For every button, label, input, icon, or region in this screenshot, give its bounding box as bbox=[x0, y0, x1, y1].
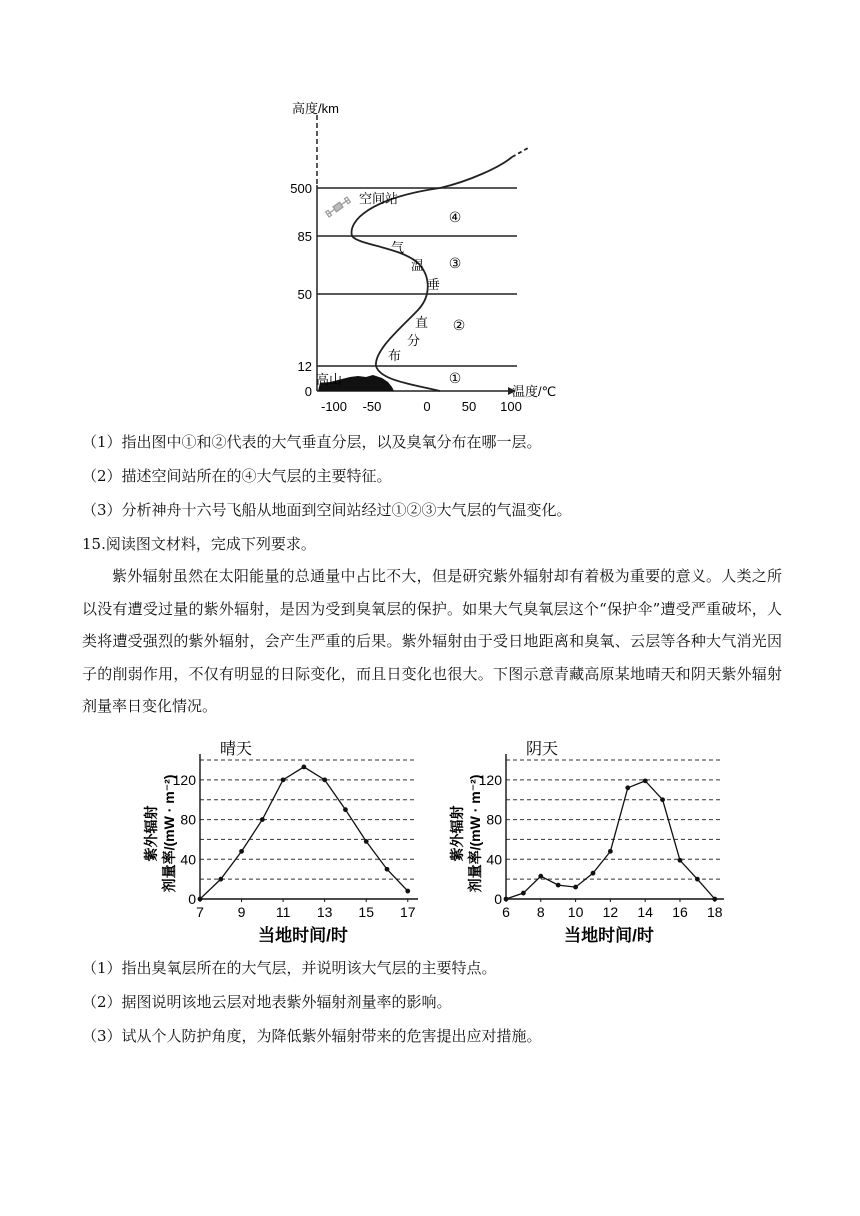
y-tick-label: 40 bbox=[486, 851, 502, 868]
height-axis-title: 高度/km bbox=[292, 101, 339, 116]
chart-title: 阴天 bbox=[526, 741, 559, 758]
data-point bbox=[556, 883, 561, 888]
temperature-axis-title: 温度/℃ bbox=[512, 384, 557, 399]
x-tick-label: 7 bbox=[196, 904, 204, 920]
layer-marker-4: ④ bbox=[448, 209, 462, 225]
x-tick-label: 18 bbox=[706, 904, 723, 920]
y-tick-label: 80 bbox=[180, 811, 196, 828]
curve-label-char: 分 bbox=[407, 333, 421, 348]
satellite-icon bbox=[326, 197, 351, 217]
cloudy-uv-chart bbox=[436, 734, 736, 946]
y-tick-label: 0 bbox=[494, 891, 502, 907]
curve-label-char: 布 bbox=[388, 348, 402, 363]
question-1-1: （1）指出图中①和②代表的大气垂直分层，以及臭氧分布在哪一层。 bbox=[82, 433, 542, 451]
question-2-1: （1）指出臭氧层所在的大气层，并说明该大气层的主要特点。 bbox=[82, 959, 497, 977]
x-tick-label: 12 bbox=[602, 904, 619, 920]
data-point bbox=[678, 858, 683, 863]
height-tick: 0 bbox=[304, 384, 312, 399]
data-point bbox=[625, 785, 630, 790]
x-tick-label: 13 bbox=[316, 904, 333, 920]
question-2-2: （2）据图说明该地云层对地表紫外辐射剂量率的影响。 bbox=[82, 993, 452, 1011]
data-point bbox=[643, 778, 648, 783]
curve-label-char: 直 bbox=[415, 315, 429, 330]
temperature-tick: 0 bbox=[423, 399, 431, 414]
layer-marker-1: ① bbox=[448, 370, 462, 386]
temperature-tick: -50 bbox=[362, 399, 382, 414]
data-point bbox=[660, 797, 665, 802]
data-point bbox=[573, 885, 578, 890]
question-15-paragraph: 紫外辐射虽然在太阳能量的总通量中占比不大，但是研究紫外辐射却有着极为重要的意义。人类之所以没有遭受过量的紫外辐射，是因为受到臭氧层的保护。如果大气臭氧层这个“保护伞”遭受严重破坏，人类将遭受强烈的紫外辐射，会产生严重的后果。紫外辐射由于受日地距离和臭氧、云层等各种大气消光因子的削弱作用，不仅有明显的日际变化，而且日变化也很大。下图示意青藏高原某地晴天和阴天紫外辐射剂量率日变化情况。 bbox=[82, 567, 782, 715]
chart-title: 晴天 bbox=[220, 741, 253, 758]
x-tick-label: 14 bbox=[637, 904, 653, 920]
x-axis-label: 当地时间/时 bbox=[258, 926, 348, 945]
data-point bbox=[504, 897, 509, 902]
y-axis-label: 剂量率/(mW · m⁻²) bbox=[467, 774, 483, 893]
question-2-3: （3）试从个人防护角度，为降低紫外辐射带来的危害提出应对措施。 bbox=[82, 1027, 542, 1045]
data-point bbox=[260, 817, 265, 822]
y-tick-label: 80 bbox=[486, 811, 502, 828]
mountain-label: 高山 bbox=[316, 372, 343, 387]
data-point bbox=[343, 807, 348, 812]
data-point bbox=[301, 765, 306, 770]
atmosphere-layers-figure bbox=[290, 95, 580, 415]
curve-label-char: 温 bbox=[411, 258, 425, 273]
temperature-tick: 100 bbox=[500, 399, 522, 414]
data-point bbox=[695, 877, 700, 882]
question-1-3: （3）分析神舟十六号飞船从地面到空间站经过①②③大气层的气温变化。 bbox=[82, 501, 572, 519]
data-point bbox=[608, 849, 613, 854]
data-point bbox=[591, 871, 596, 876]
y-tick-label: 40 bbox=[180, 851, 196, 868]
x-tick-label: 16 bbox=[672, 904, 688, 920]
question-1-2: （2）描述空间站所在的④大气层的主要特征。 bbox=[82, 467, 392, 485]
temperature-tick: 50 bbox=[461, 399, 477, 414]
y-axis-label: 紫外辐射 bbox=[449, 805, 465, 862]
layer-marker-3: ③ bbox=[448, 255, 462, 271]
y-axis-label: 剂量率/(mW · m⁻²) bbox=[161, 774, 177, 893]
data-point bbox=[364, 839, 369, 844]
data-point bbox=[239, 849, 244, 854]
data-point bbox=[322, 777, 327, 782]
data-point bbox=[385, 867, 390, 872]
data-point bbox=[405, 889, 410, 894]
x-tick-label: 17 bbox=[399, 904, 416, 920]
height-tick: 85 bbox=[297, 229, 312, 244]
y-tick-label: 120 bbox=[172, 771, 196, 788]
height-tick: 12 bbox=[297, 359, 312, 374]
y-axis-label: 紫外辐射 bbox=[143, 805, 159, 862]
y-tick-label: 0 bbox=[188, 891, 196, 907]
x-axis-label: 当地时间/时 bbox=[564, 926, 654, 945]
layer-marker-2: ② bbox=[452, 317, 466, 333]
data-point bbox=[712, 897, 717, 902]
x-tick-label: 9 bbox=[237, 904, 246, 920]
x-tick-label: 10 bbox=[567, 904, 584, 920]
temperature-curve-extension bbox=[512, 148, 528, 157]
y-tick-label: 120 bbox=[478, 771, 502, 788]
temperature-tick: -100 bbox=[320, 399, 348, 414]
x-tick-label: 15 bbox=[358, 904, 375, 920]
x-tick-label: 8 bbox=[536, 904, 545, 920]
data-point bbox=[218, 877, 223, 882]
data-point bbox=[281, 777, 286, 782]
data-point bbox=[521, 891, 526, 896]
question-15-title: 15.阅读图文材料，完成下列要求。 bbox=[82, 535, 316, 553]
data-point bbox=[538, 874, 543, 879]
height-tick: 50 bbox=[297, 287, 312, 302]
data-point bbox=[198, 897, 203, 902]
curve-label-char: 垂 bbox=[427, 277, 441, 292]
sunny-uv-chart bbox=[130, 734, 430, 946]
height-tick: 500 bbox=[290, 181, 312, 196]
x-tick-label: 6 bbox=[502, 904, 510, 920]
curve-label-char: 气 bbox=[391, 240, 405, 255]
x-tick-label: 11 bbox=[275, 904, 291, 920]
space-station-label: 空间站 bbox=[359, 191, 399, 206]
